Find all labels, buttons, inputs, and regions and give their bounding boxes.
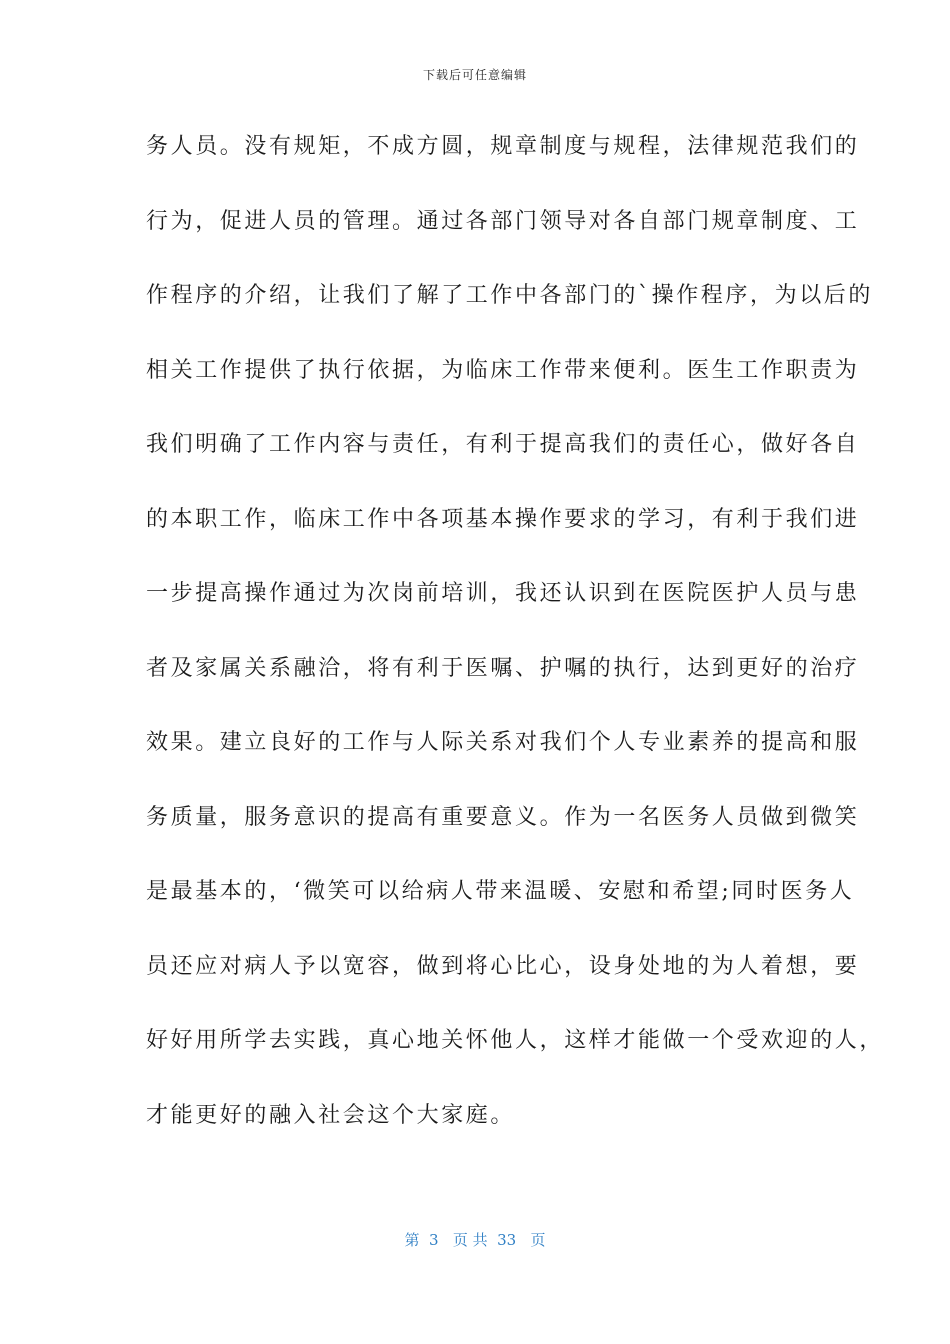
page-number-footer: 第 3 页 共 33 页 [404, 1231, 546, 1249]
text-line-4: 相关工作提供了执行依据，为临床工作带来便利。医生工作职责为 [146, 357, 860, 383]
text-line-3: 作程序的介绍，让我们了解了工作中各部门的`操作程序，为以后的 [146, 283, 874, 308]
text-line-11: 是最基本的，‘微笑可以给病人带来温暖、安慰和希望;同时医务人 [146, 879, 855, 904]
text-line-13: 好好用所学去实践，真心地关怀他人，这样才能做一个受欢迎的人， [146, 1028, 885, 1053]
text-line-7: 一步提高操作通过为次岗前培训，我还认识到在医院医护人员与患 [146, 581, 860, 606]
text-line-14: 才能更好的融入社会这个大家庭。 [146, 1102, 516, 1128]
document-body [146, 127, 885, 1170]
text-line-12: 员还应对病人予以宽容，做到将心比心，设身处地的为人着想，要 [146, 953, 860, 979]
text-line-2: 行为，促进人员的管理。通过各部门领导对各自部门规章制度、工 [146, 208, 860, 234]
page-header-note: 下载后可任意编辑 [422, 68, 527, 82]
text-line-5: 我们明确了工作内容与责任，有利于提高我们的责任心，做好各自 [146, 432, 860, 457]
text-line-8: 者及家属关系融洽，将有利于医嘱、护嘱的执行，达到更好的治疗 [146, 655, 860, 681]
text-line-10: 务质量，服务意识的提高有重要意义。作为一名医务人员做到微笑 [146, 804, 860, 830]
text-line-6: 的本职工作，临床工作中各项基本操作要求的学习，有利于我们进 [146, 506, 860, 532]
text-line-9: 效果。建立良好的工作与人际关系对我们个人专业素养的提高和服 [146, 730, 860, 755]
text-line-1: 务人员。没有规矩，不成方圆，规章制度与规程，法律规范我们的 [146, 134, 860, 159]
